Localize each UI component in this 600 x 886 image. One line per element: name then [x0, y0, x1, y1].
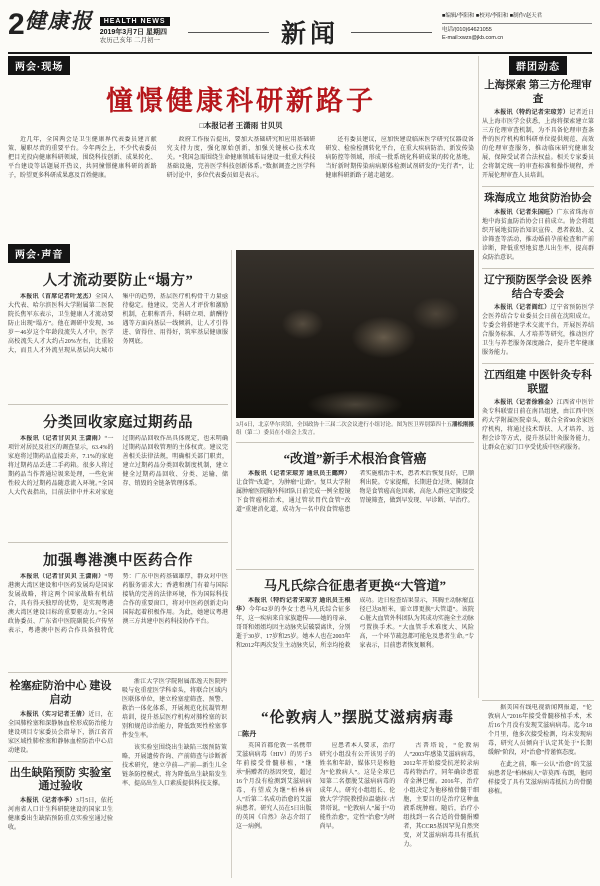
page-number: 2	[8, 8, 25, 41]
section-title-wrap	[188, 14, 432, 50]
article-headline: “伦敦病人”摆脱艾滋病病毒	[260, 710, 454, 726]
meeting-photo	[236, 250, 474, 418]
date-line: 2019年3月7日 星期四	[99, 29, 167, 36]
sidebar-article-liaoning-committee	[482, 274, 594, 358]
article-intro: 本报讯（记者李季）	[20, 798, 76, 804]
article-paragraph	[8, 573, 228, 636]
article-paragraph	[482, 109, 594, 181]
contact-block	[442, 23, 592, 42]
divider	[236, 442, 474, 443]
article-gba-tcm	[8, 549, 228, 667]
article-body	[236, 470, 474, 564]
article-paragraph: 古普塔说，“伦敦病人”2003年感染艾滋病病毒，2012年开始接受抗逆转录病毒药物治疗，同年确诊患霍奇金淋巴瘤。2016年，治疗小组决定为他移植骨髓干细胞，主要目的是治疗这种血液系统肿瘤。随后，治疗小组找到一名合适的骨髓捐赠者，其CCR5基因罕见自然突变，对艾滋病病毒具有抵抗力。	[403, 743, 479, 848]
article-marfan-aorta	[236, 575, 474, 693]
article-intro: 本报讯（记者朱国旺）	[494, 209, 557, 216]
article-byline: □陈丹	[238, 730, 257, 738]
article-body	[482, 109, 594, 181]
lead-byline: □本报记者 王潇雨 甘贝贝	[199, 121, 283, 130]
article-intro: 本报讯（首席记者叶龙杰）	[20, 294, 95, 300]
article-intro: 本报讯（特约记者宋琼芳 通讯员王根华）	[236, 598, 351, 613]
phone-line: 电话/(010)64621055	[442, 27, 492, 33]
article-text: 3月5日，依托河南省人口计生科研院建设的国家卫生健康委出生缺陷预防重点实验室通过验收。	[8, 798, 113, 831]
divider	[482, 186, 594, 187]
article-text: 广东省珠海市地中海贫血防治协会日前成立。协会将组织开展地贫防治知识宣传、患者救助、义诊筛查等活动，推动婚前孕前检查和产前诊断，降低重型地贫患儿出生率，提高群众防治意识。	[482, 209, 594, 261]
lead-story	[8, 56, 474, 248]
article-intro: 本报讯（记者宋琼芳 通讯员王懿辉）	[248, 471, 351, 477]
masthead-sub	[100, 10, 170, 45]
section-label-quntuan-dongtai: 群团动态	[509, 56, 567, 75]
photo-caption	[236, 421, 474, 437]
article-text: “一项针对居民及社区的调查显示，63.4%的家庭将过期药品直接丢弃，7.1%的家庭将过期药品丢进二手药箱。很多人将过期药品当作普通垃圾来处理，一些危害性较大的过期药品随意流入环境。”全国人大代表指出，目前法律中并未对家庭过期药品回收作出具体规定，也未明确过期药品回收管理的主体权责。建议完善相关法律法规，明确相关部门职责，建立过期药品分类回收制度机制，建立健全过期药品回收、分类、运输、储存、销毁的全链条管理体系。	[8, 436, 228, 496]
lead-body	[8, 136, 474, 248]
left-bottom-articles	[8, 678, 228, 880]
paper-name: 健康报	[24, 9, 94, 33]
section-label-lianghui-shengyin: 两会·声音	[8, 244, 70, 263]
lead-paragraph: 政府工作报告提出，要加大基础研究和应用基础研究支持力度，强化原始创新，加强关键核心技术攻关。“我国急需围绕生命健康领域布局建设一批重大科技基础设施，完善医学科技创新体系。”数据调查之医学科研讨论中，多位代表委员如是表示。	[166, 137, 316, 179]
article-intro: 本报讯（记者阎红）	[494, 305, 551, 312]
article-intro: 本报讯（记者甘贝贝 王潇雨）	[20, 436, 105, 442]
article-body	[8, 711, 113, 756]
article-body	[8, 293, 228, 399]
masthead-right	[442, 12, 592, 42]
article-text: 辽宁省预防医学会医养结合专业委员会日前在沈阳成立。专委会将搭建学术交流平台，开展医养结合服务标准、人才培养等研究，推动医疗卫生与养老服务深度融合，提升老年健康服务能力。	[482, 305, 594, 357]
lead-paragraph: 还有委员建议，应加快建设临床医学研究仪器设备研发、检验检测转化平台，在重大疾病防治、新发传染病防控等领域，形成一批系统化科研成果的转化基地，当好新时期传染病病原体检测试剂研发的“先行者”，让健康科研新路子越走越宽。	[325, 137, 474, 179]
article-intro: 本报讯（记者甘贝贝 王潇雨）	[20, 574, 105, 580]
article-headline: 江西组建 中医针灸专科联盟	[484, 370, 592, 395]
article-headline: 分类回收家庭过期药品	[43, 415, 193, 431]
divider	[8, 404, 228, 405]
sidebar-group-news	[482, 56, 594, 698]
middle-column	[236, 250, 474, 693]
article-continuation: 该实验室围绕出生缺陷三级预防策略，开展遗传咨询、产前筛查与诊断新技术研究，建立孕前—产前—新生儿全链条防控模式，将为降低出生缺陷发生率、提高出生人口素质提供科技支撑。	[122, 745, 227, 787]
article-paragraph	[236, 470, 474, 515]
article-paragraph: 据美国有线电视新闻网报道，“伦敦病人”2016年接受骨髓移植手术，术后16个月没有发现艾滋病病毒。迄今18个月里，他多次接受检测，均未发现病毒，研究人员倾向于认定其处于“长期缓解”阶段，对“治愈”持谨慎态度。	[488, 705, 592, 756]
paper-name-en: HEALTH NEWS	[100, 17, 170, 26]
masthead	[8, 6, 592, 54]
section-title: 新闻	[281, 20, 340, 48]
masthead-left	[8, 10, 170, 45]
column-rule	[478, 56, 479, 698]
divider	[482, 268, 594, 269]
article-paragraph: 应患者本人要求，治疗研究小组没有公开该男子的姓名和年龄，媒体只是称他为“伦敦病人”。这是全球已知第二名摆脱艾滋病病毒的成年人。研究小组组长、伦敦大学学院教授拉温德拉·古普塔说，“伦敦病人”属于“功能性治愈”，定性“治愈”为时尚早。	[319, 743, 396, 830]
divider	[236, 569, 474, 570]
lunar-date-line: 农历己亥年 二月初一	[99, 37, 160, 44]
article-paragraph	[236, 597, 474, 653]
article-paragraph: 在此之前，唯一公认“治愈”的艾滋病患者是“柏林病人”蒂莫西·布朗，他同样接受了具有艾滋病病毒抵抗力的骨髓移植。	[488, 762, 592, 795]
rule-right	[351, 32, 432, 33]
rule-left	[188, 32, 269, 33]
article-text: 让食管“改道”，为肿瘤“让路”。复旦大学附属肿瘤医院胸外科团队日前完成一例全腔镜下食管癌根治术，通过管状胃代食管“改道”重建消化道，成功为一名中段食管癌患者实施根治手术，患者术后恢复良好，已顺利出院。专家提醒，长期进食过烫、腌制食物是食管癌高危因素，高危人群应定期接受胃镜筛查，做到早发现、早诊断、早治疗。	[236, 471, 474, 513]
lead-headline: 憧憬健康科研新路子	[106, 86, 376, 116]
article-paragraph	[482, 399, 594, 453]
article-body	[482, 209, 594, 263]
article-headline: 上海探索 第三方伦理审查	[484, 80, 592, 105]
column-rule	[231, 250, 232, 878]
article-intro: 本报讯（记者徐雅金）	[494, 400, 557, 407]
article-talent-flow	[8, 269, 228, 399]
article-body	[482, 304, 594, 358]
divider	[8, 672, 228, 673]
article-headline: 栓塞症防治中心 建设启动	[9, 680, 112, 706]
london-main	[236, 704, 479, 880]
section-label-lianghui-xianchang: 两会·现场	[8, 56, 70, 75]
divider	[482, 363, 594, 364]
article-paragraph	[482, 304, 594, 358]
sidebar-article-jiangxi-acupuncture	[482, 369, 594, 453]
article-paragraph	[8, 797, 113, 833]
article-paragraph: 英国首都伦敦一名携带艾滋病病毒（HIV）的男子3年前接受骨髓移植，“继承”捐赠者的基因突变，超过16个月没有检测到艾滋病病毒，有望成为继“柏林病人”后第二名成功治愈的艾滋病患者。研究人员在5日出版的英国《自然》杂志介绍了这一病例。	[236, 743, 312, 830]
article-text: 全国人大代表、哈尔滨医科大学附属第二医院院长焦军东表示，卫生健康人才流动要防止出现“塌方”。他在调研中发现，36岁～46岁这个年龄段流失人才中，医学高校流失人才大约占20%左右，比重较大，而且人才外流呈现从基层向大城市集中的趋势，基层医疗机构骨干力量亟待稳定。他建议，完善人才评价和激励机制，在职称晋升、科研立项、薪酬待遇等方面向基层一线倾斜，让人才引得进、留得住、用得好，筑牢基层健康服务网底。	[8, 294, 228, 354]
article-headline: 加强粤港澳中医药合作	[43, 553, 193, 569]
article-continuation: 浙江大学医学院附属邵逸夫医院呼吸与危重症医学科牵头，将联合区域内医联体单位，建立栓塞症筛查、预警、救治一体化体系，开展规范化抗凝管理培训，提升基层医疗机构对肺栓塞的识别和规范诊治能力，降低致死性栓塞事件发生率。	[122, 679, 227, 739]
email-line: E-mail:xwzx@jkb.com.cn	[442, 35, 504, 41]
sidebar-bottom-rule	[482, 700, 594, 701]
london-continuation-column	[488, 704, 592, 878]
photo-credit: 潘松刚摄	[451, 422, 474, 428]
photo-caption-text: 3月6日，北京华尔宾馆，全国政协十三届二次会议进行小组讨论。图为医卫界别第四十五组（第二）委员在小组会上发言。	[236, 422, 452, 436]
article-paragraph	[482, 209, 594, 263]
article-body	[8, 435, 228, 537]
article-esophagus-surgery	[236, 448, 474, 564]
article-expired-drugs	[8, 411, 228, 537]
article-body	[8, 573, 228, 667]
sidebar-article-zhuhai-thalassemia	[482, 192, 594, 263]
sidebar-article-shanghai-ethics	[482, 79, 594, 181]
article-body	[482, 399, 594, 453]
article-intro: 本报讯（特约记者宋琼芳）	[494, 110, 570, 117]
article-text: 记者近日从上海市医学会获悉，上海将探索建立第三方伦理审查机制，为不具备伦理审查条件的医疗机构和科研单位提供规范、高效的伦理审查服务，推动临床研究健康发展，保障受试者合法权益。相关专家委员会将制定统一的审查标准和操作规程，并开展伦理审查人员培训。	[482, 110, 594, 180]
article-text: “粤港澳大湾区建设和中医药发展均是国家发展战略，将这两个国家战略有机结合，具有得天独厚的优势，是实现粤港澳大湾区建设目标的重要驱动力。”全国政协委员、广东省中医院副院长卢传坚表示，粤港澳中医药合作具备独特优势：广东中医药基础雄厚，群众对中医药服务需求大；香港和澳门有着与国际接轨的完善的法律环境，作为国际科技合作的重要窗口，将对中医药创新走向国际起着积极作用。为此，她建议粤港澳三方共建中医药科技协作平台。	[8, 574, 228, 634]
article-paragraph	[8, 711, 113, 756]
right-sub-column	[122, 678, 227, 880]
article-text: 近日，在全国肺栓塞和深静脉血栓形成防治能力建设项目专家委员会指导下，浙江省首家区域性肺栓塞和静脉血栓防治中心启动建设。	[8, 711, 113, 754]
staff-credits: ■编辑/李阳和 ■校对/李阳和 ■制作/赵天君	[442, 13, 543, 19]
divider	[8, 542, 228, 543]
lead-paragraph: 近几年，全国两会是卫生健康界代表委员建言献策、履职尽责的重要平台。今年两会上，不少代表委员把目光投向健康科研领域，围绕科技创新、成果转化、平台建设等话题展开热议，共同憧憬健康科研的新路子，盼望更多科研成果惠及百姓健康。	[8, 137, 157, 179]
article-headline: 珠海成立 地贫防治协会	[484, 193, 592, 205]
article-headline: 出生缺陷预防 实验室通过验收	[9, 766, 112, 793]
article-body	[8, 797, 113, 833]
article-headline: 辽宁预防医学会设 医养结合专委会	[484, 274, 592, 300]
article-body	[236, 597, 474, 693]
left-column	[8, 244, 228, 880]
article-intro: 本报讯（实习记者王倩）	[20, 711, 89, 718]
article-text: 江西省中医针灸专科联盟日前在南昌组建，由江西中医药大学附属医院牵头，联合全省90余家医疗机构，将通过技术帮扶、人才培养、远程会诊等方式，提升基层针灸服务能力，让群众在家门口享受优质中医药服务。	[482, 400, 594, 452]
article-text: 今年62岁的李女士患马凡氏综合征多年，这一疾病来自家族遗传——她的母亲、哥哥和姐姐均因主动脉夹层破裂离世，分别逝于30岁、17岁和25岁。她本人也在2003年和2012年两次发生主动脉夹层，所幸均抢救成功。近日检查结果显示，其胸主动脉瘤直径已达8厘米，需立即更换“大管道”。该院心脏大血管外科团队为其成功实施全主动脉弓置换手术。“大血管手术难度大、风险高，一个环节疏忽都可能危及患者生命。”专家表示，目前患者恢复顺利。	[236, 598, 474, 649]
divider	[8, 761, 113, 762]
article-headline: 马凡氏综合征患者更换“大管道”	[263, 578, 446, 593]
article-paragraph	[8, 293, 228, 356]
article-headline: “改道”新手术根治食管癌	[283, 451, 427, 466]
sidebar-label-wrap	[482, 56, 594, 75]
article-london-patient	[236, 704, 592, 880]
article-paragraph	[8, 435, 228, 498]
left-sub-column	[8, 678, 113, 880]
article-headline: 人才流动要防止“塌方”	[42, 273, 194, 289]
article-body	[236, 742, 479, 880]
